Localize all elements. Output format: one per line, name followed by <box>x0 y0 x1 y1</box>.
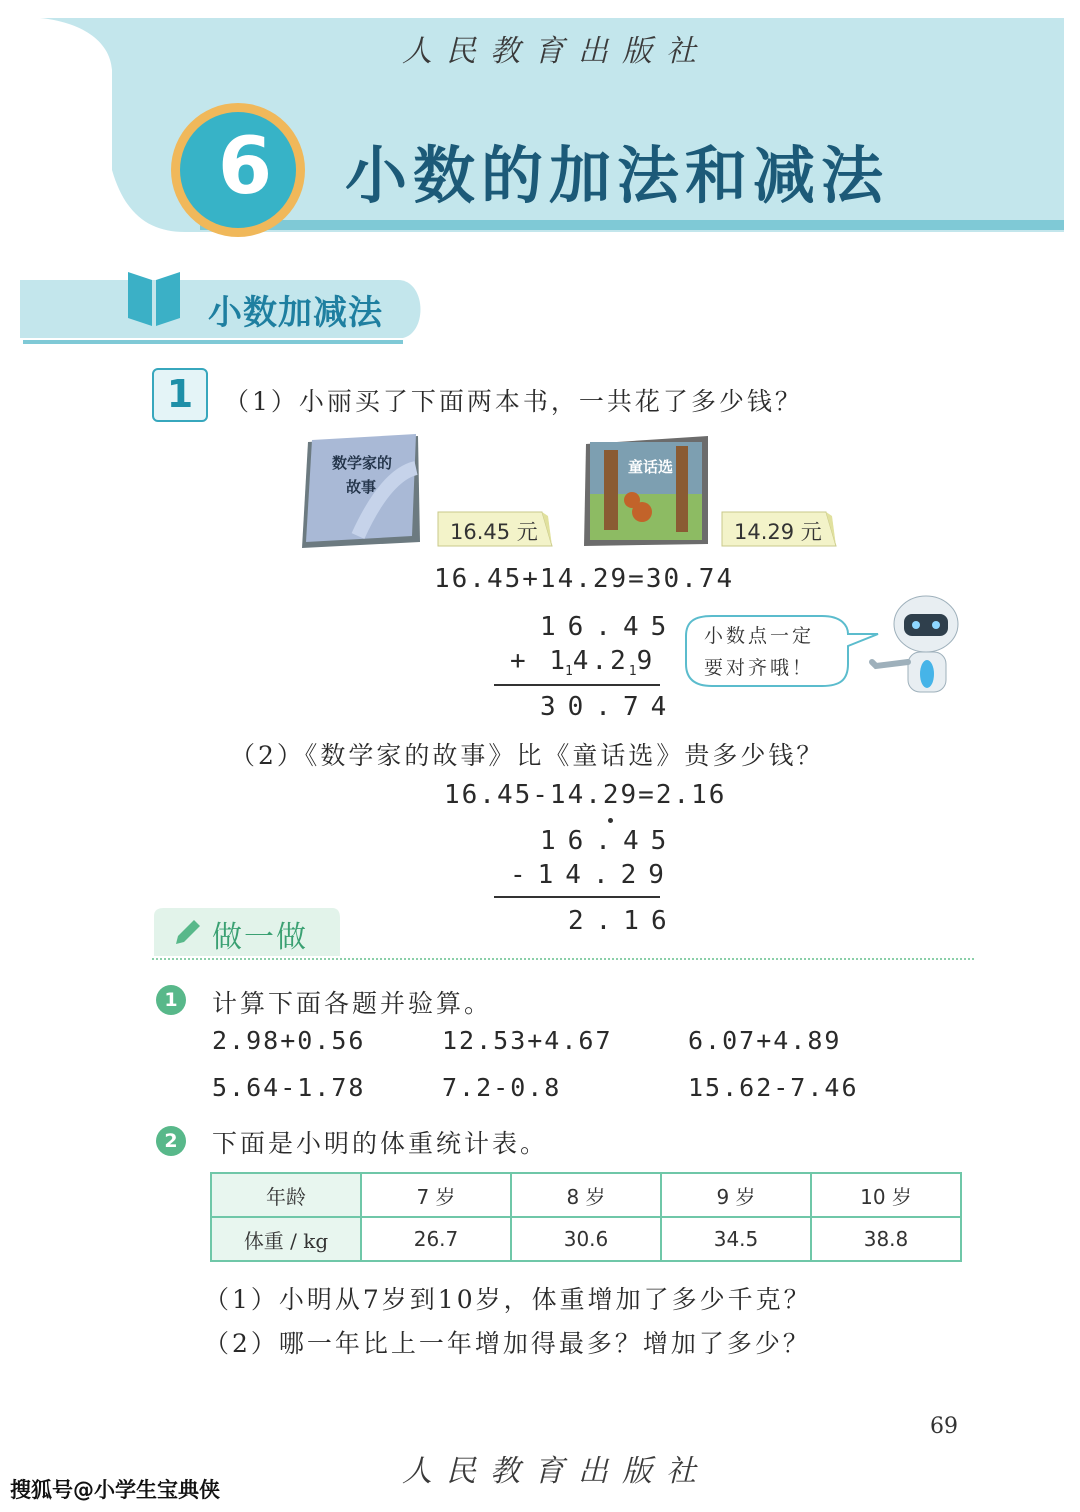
table-cell: 34.5 <box>661 1217 811 1261</box>
price-book-1: 16.45 元 <box>450 520 538 544</box>
practice-label: 做一做 <box>212 920 308 955</box>
pencil-icon <box>170 916 204 950</box>
example-question-1: （1）小丽买了下面两本书，一共花了多少钱？ <box>224 387 803 416</box>
vertical-add-result: 30.74 <box>540 692 679 722</box>
book2-title: 童话选 <box>628 458 674 476</box>
vertical-sub-line2: -14.29 <box>510 860 676 890</box>
publisher-logo-bottom: 人民教育出版社 <box>402 1454 710 1489</box>
vertical-add-rule <box>494 684 660 686</box>
table-row <box>211 1217 961 1261</box>
example-number: 1 <box>166 372 194 416</box>
vertical-sub-line1: 16.45 <box>540 826 679 856</box>
practice-q2-text: 下面是小明的体重统计表。 <box>212 1129 549 1158</box>
practice-q1-text: 计算下面各题并验算。 <box>212 989 493 1018</box>
vertical-add-line2: + $1_14.2_19$ <box>510 646 653 680</box>
vertical-add-line1: 16.45 <box>540 612 679 642</box>
carry-mark: 1 <box>628 664 637 680</box>
table-cell: 38.8 <box>811 1217 961 1261</box>
publisher-logo-top: 人民教育出版社 <box>402 34 710 69</box>
chapter-number: 6 <box>217 122 273 212</box>
practice-q1-number: 1 <box>156 985 186 1015</box>
minus-sign: - <box>510 860 538 890</box>
carry-mark: 1 <box>564 664 573 680</box>
exercise-item: 5.64-1.78 <box>212 1073 366 1102</box>
exercise-item: 6.07+4.89 <box>688 1026 842 1055</box>
price-book-2: 14.29 元 <box>734 520 822 544</box>
table-cell: 7 岁 <box>361 1173 511 1217</box>
book1-title-line1: 数学家的 <box>332 454 393 472</box>
page-number: 69 <box>930 1414 958 1439</box>
example-question-2: （2）《数学家的故事》比《童话选》贵多少钱？ <box>230 741 825 770</box>
chapter-title: 小数的加法和减法 <box>345 139 890 212</box>
example-number-box <box>152 368 208 422</box>
table-row <box>211 1173 961 1217</box>
exercise-item: 12.53+4.67 <box>442 1026 613 1055</box>
book1-title-line2: 故事 <box>346 478 377 496</box>
table-cell: 30.6 <box>511 1217 661 1261</box>
table-cell: 26.7 <box>361 1217 511 1261</box>
table-cell: 9 岁 <box>661 1173 811 1217</box>
table-cell: 体重 / kg <box>211 1217 361 1261</box>
plus-sign: + <box>510 646 526 676</box>
vertical-sub-rule <box>494 896 660 898</box>
vertical-sub-result: 2.16 <box>568 906 679 936</box>
robot-icon <box>866 592 970 702</box>
book-fairy-tales-image <box>580 432 712 552</box>
practice-divider <box>152 958 974 960</box>
table-cell: 10 岁 <box>811 1173 961 1217</box>
watermark: 搜狐号@小学生宝典侠 <box>10 1478 220 1502</box>
practice-q2-sub2: （2）哪一年比上一年增加得最多？增加了多少？ <box>204 1329 811 1358</box>
book-icon <box>126 266 182 328</box>
exercise-item: 7.2-0.8 <box>442 1073 562 1102</box>
robot-tip: 小数点一定 要对齐哦！ <box>704 625 815 679</box>
equation-subtraction: 16.45-14.29=2.16 <box>444 780 727 810</box>
borrow-dot <box>608 818 613 823</box>
practice-q2-sub1: （1）小明从7岁到10岁，体重增加了多少千克？ <box>204 1285 812 1314</box>
weight-table <box>210 1172 962 1262</box>
table-cell: 8 岁 <box>511 1173 661 1217</box>
practice-q2-number: 2 <box>156 1126 186 1156</box>
equation-addition: 16.45+14.29=30.74 <box>434 564 735 594</box>
exercise-item: 15.62-7.46 <box>688 1073 859 1102</box>
section-title: 小数加减法 <box>208 293 383 333</box>
exercise-item: 2.98+0.56 <box>212 1026 366 1055</box>
table-cell: 年龄 <box>211 1173 361 1217</box>
